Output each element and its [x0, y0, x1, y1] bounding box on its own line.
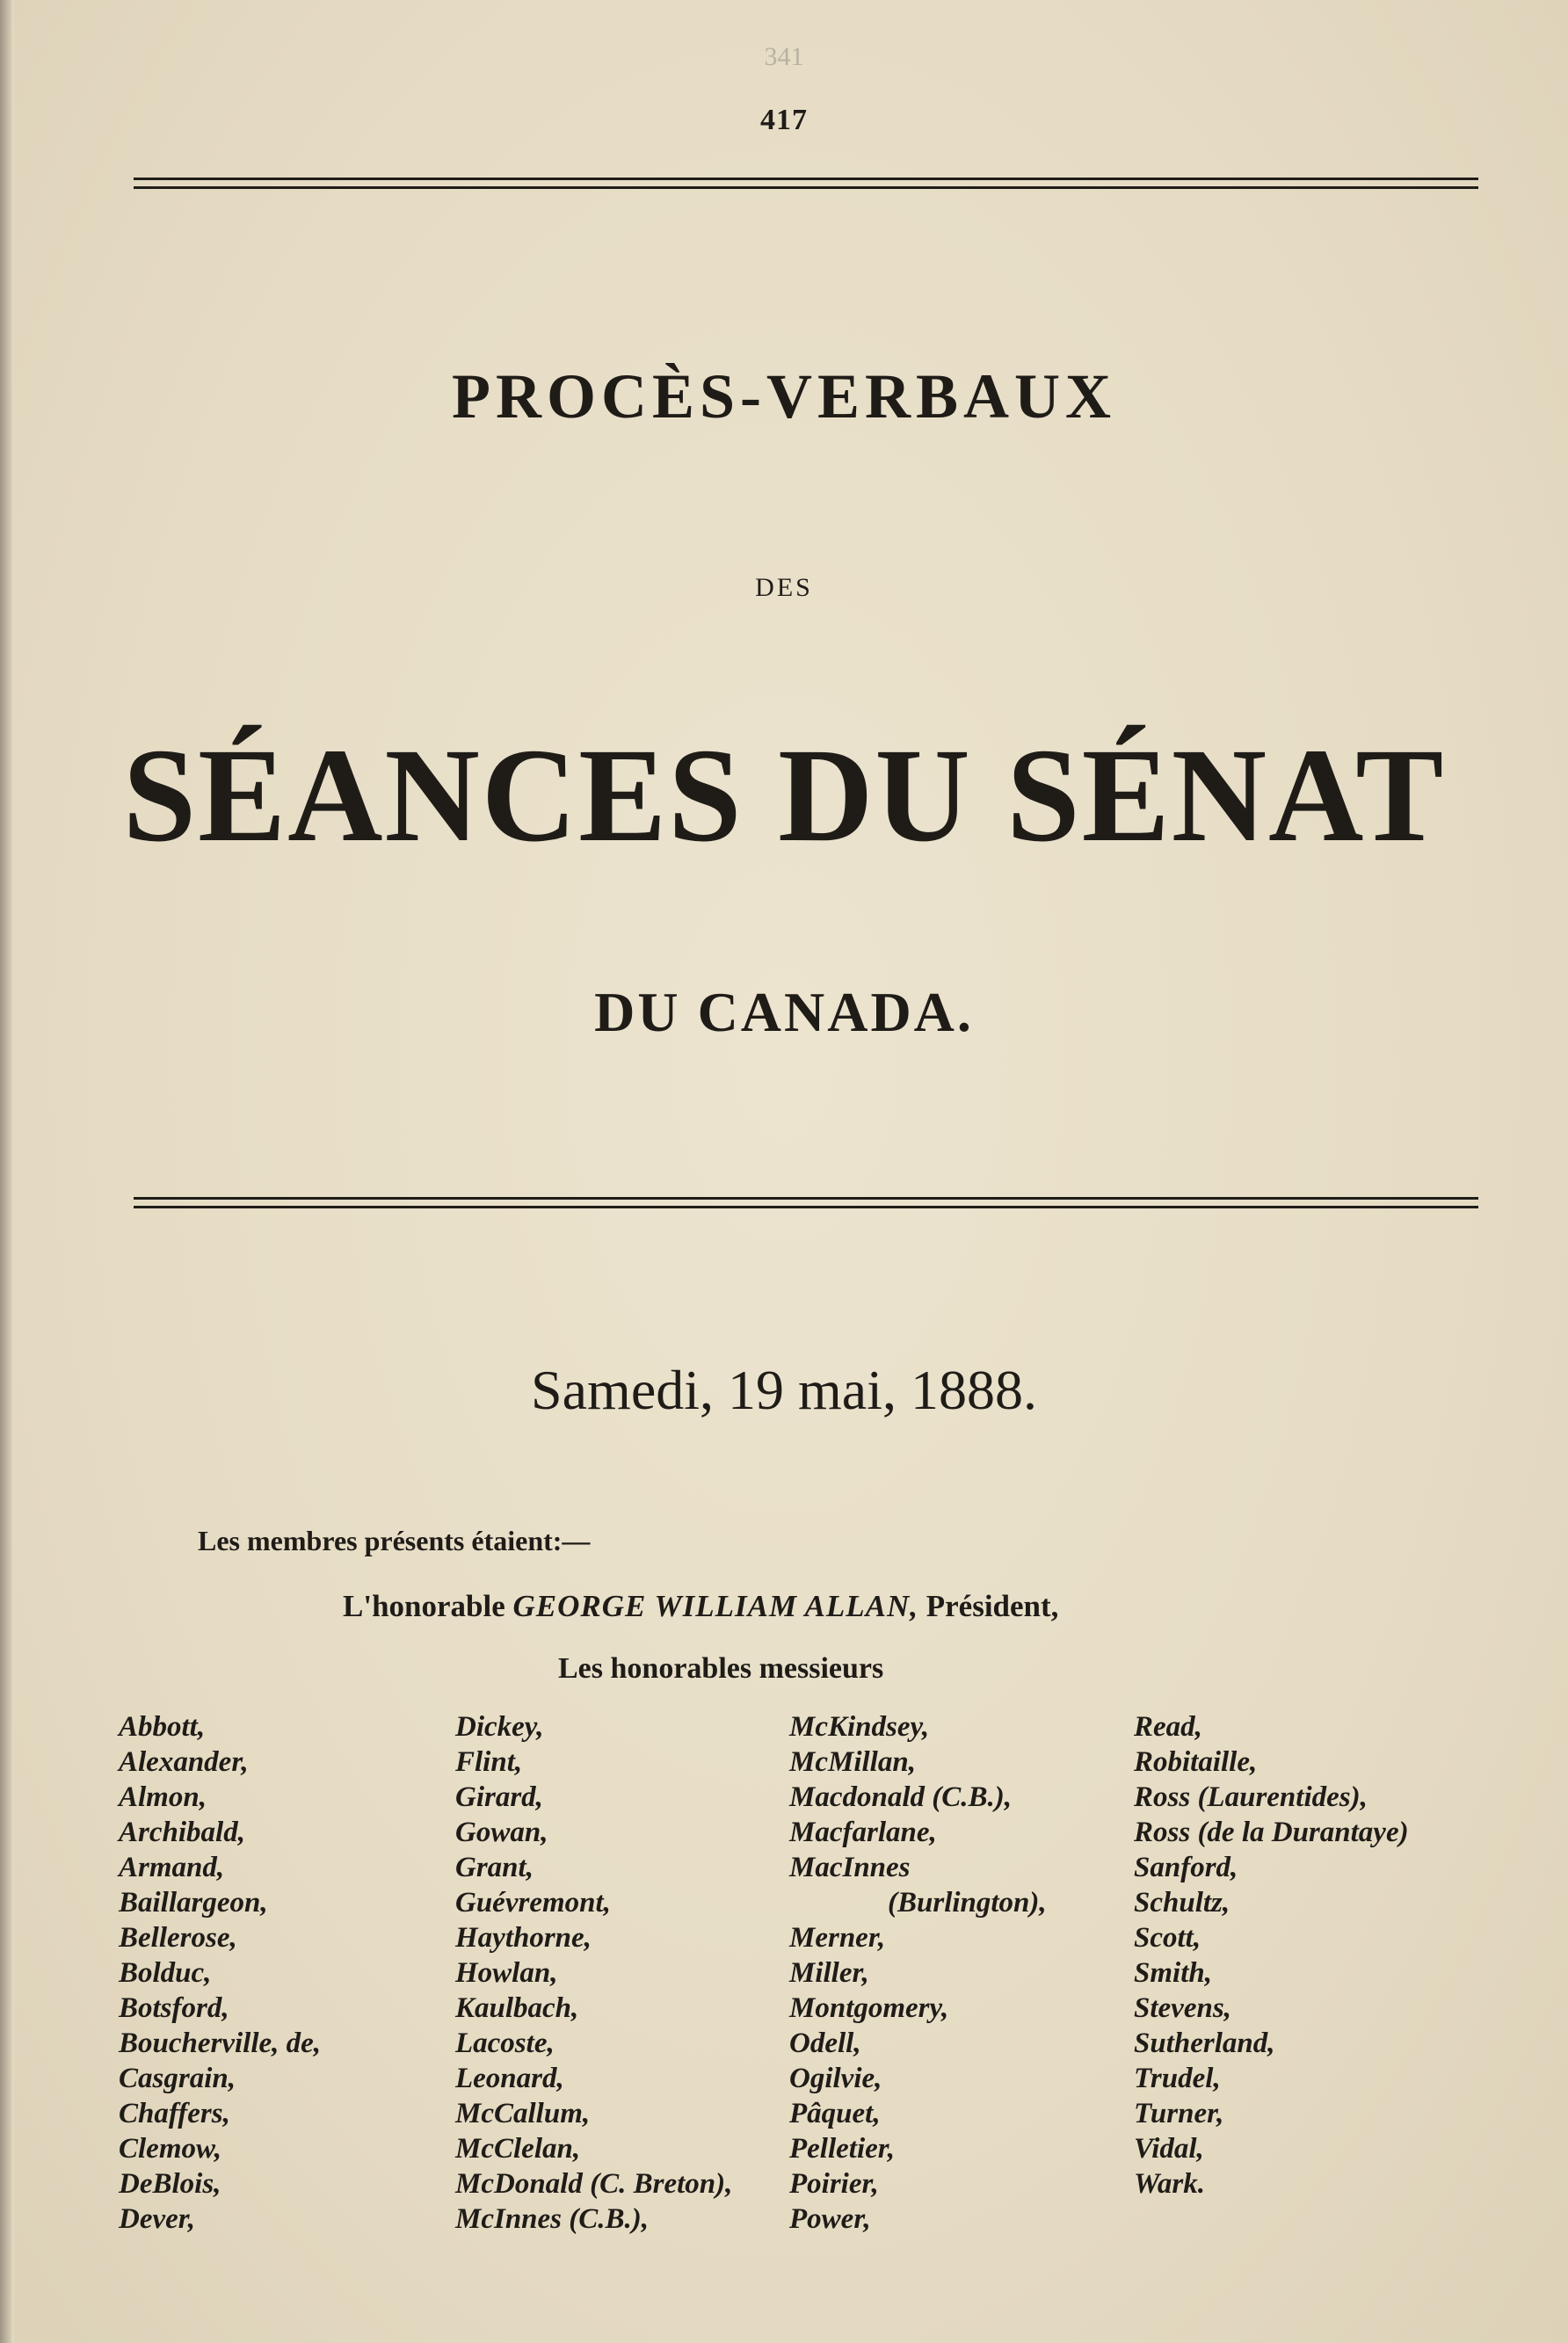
member-name: McMillan,	[789, 1746, 916, 1778]
member-name: Kaulbach,	[455, 1992, 579, 2024]
member-name: Merner,	[789, 1922, 886, 1954]
members-column-4	[1134, 1709, 1409, 2202]
member-name: Scott,	[1134, 1922, 1201, 1954]
member-name: Archibald,	[119, 1817, 245, 1848]
member-name: Sutherland,	[1134, 2027, 1275, 2059]
members-column-3	[789, 1709, 1047, 2237]
member-name: (Burlington),	[888, 1887, 1047, 1919]
member-name: McKindsey,	[789, 1711, 930, 1743]
member-name: Trudel,	[1134, 2063, 1221, 2094]
member-name: Poirier,	[789, 2168, 879, 2200]
member-name: Sanford,	[1134, 1852, 1238, 1883]
member-name: Howlan,	[455, 1957, 558, 1989]
member-name: Alexander,	[119, 1746, 249, 1778]
president-name: GEORGE WILLIAM ALLAN,	[512, 1589, 919, 1623]
president-suffix: Président,	[926, 1589, 1059, 1623]
president-line	[343, 1589, 1058, 1624]
member-name: Macdonald (C.B.),	[789, 1781, 1013, 1813]
member-name: McDonald (C. Breton),	[455, 2168, 733, 2200]
member-name: Girard,	[455, 1781, 543, 1813]
top-mark: 341	[764, 42, 804, 71]
member-name: Dickey,	[455, 1711, 544, 1743]
member-name: Macfarlane,	[789, 1817, 937, 1848]
member-name: Guévremont,	[455, 1887, 611, 1919]
member-name: Boucherville, de,	[119, 2027, 322, 2059]
member-name: Abbott,	[119, 1711, 206, 1743]
member-name: Armand,	[119, 1852, 225, 1883]
member-name: Gowan,	[455, 1817, 548, 1848]
member-name: Turner,	[1134, 2098, 1224, 2129]
members-column-1	[119, 1709, 321, 2237]
member-name: Grant,	[455, 1852, 534, 1883]
member-name: Botsford,	[119, 1992, 229, 2024]
member-name: Read,	[1134, 1711, 1202, 1743]
member-name: Pâquet,	[789, 2098, 881, 2129]
member-name: Wark.	[1134, 2168, 1205, 2200]
member-name: Odell,	[789, 2027, 861, 2059]
member-name: Vidal,	[1134, 2133, 1204, 2165]
session-date: Samedi, 19 mai, 1888.	[531, 1359, 1037, 1421]
member-name: DeBlois,	[119, 2168, 221, 2200]
member-name: Flint,	[455, 1746, 523, 1778]
member-name: Haythorne,	[455, 1922, 592, 1954]
member-name: Casgrain,	[119, 2063, 236, 2094]
honorables-heading: Les honorables messieurs	[558, 1652, 884, 1685]
member-name: Montgomery,	[789, 1992, 949, 2024]
member-name: Power,	[789, 2203, 871, 2235]
title-seances-du-senat: SÉANCES DU SÉNAT	[122, 721, 1446, 870]
member-name: Schultz,	[1134, 1887, 1230, 1919]
middle-rule	[134, 1197, 1478, 1208]
member-name: Bolduc,	[119, 1957, 212, 1989]
page-number: 417	[760, 104, 808, 136]
member-name: Ross (Laurentides),	[1134, 1781, 1368, 1813]
member-name: Stevens,	[1134, 1992, 1231, 2024]
member-name: Ogilvie,	[789, 2063, 882, 2094]
title-des: DES	[755, 573, 813, 602]
book-spine	[0, 0, 14, 2343]
members-intro: Les membres présents étaient:—	[198, 1525, 591, 1556]
member-name: Baillargeon,	[119, 1887, 268, 1919]
member-name: Almon,	[119, 1781, 207, 1813]
member-name: Bellerose,	[119, 1922, 237, 1954]
member-name: MacInnes	[789, 1852, 911, 1883]
top-rule	[134, 178, 1478, 189]
members-column-2	[455, 1709, 732, 2237]
member-name: McClelan,	[455, 2133, 581, 2165]
member-name: Lacoste,	[455, 2027, 555, 2059]
member-name: Chaffers,	[119, 2098, 230, 2129]
member-name: Leonard,	[455, 2063, 564, 2094]
title-du-canada: DU CANADA.	[594, 981, 974, 1043]
member-name: Smith,	[1134, 1957, 1212, 1989]
member-name: Robitaille,	[1134, 1746, 1258, 1778]
member-name: Miller,	[789, 1957, 869, 1989]
president-prefix: L'honorable	[343, 1589, 505, 1623]
member-name: McCallum,	[455, 2098, 591, 2129]
title-proces-verbaux: PROCÈS-VERBAUX	[451, 361, 1117, 432]
member-name: Pelletier,	[789, 2133, 896, 2165]
member-name: Dever,	[119, 2203, 196, 2235]
member-name: Ross (de la Durantaye)	[1134, 1817, 1409, 1848]
member-name: McInnes (C.B.),	[455, 2203, 650, 2235]
member-name: Clemow,	[119, 2133, 222, 2165]
